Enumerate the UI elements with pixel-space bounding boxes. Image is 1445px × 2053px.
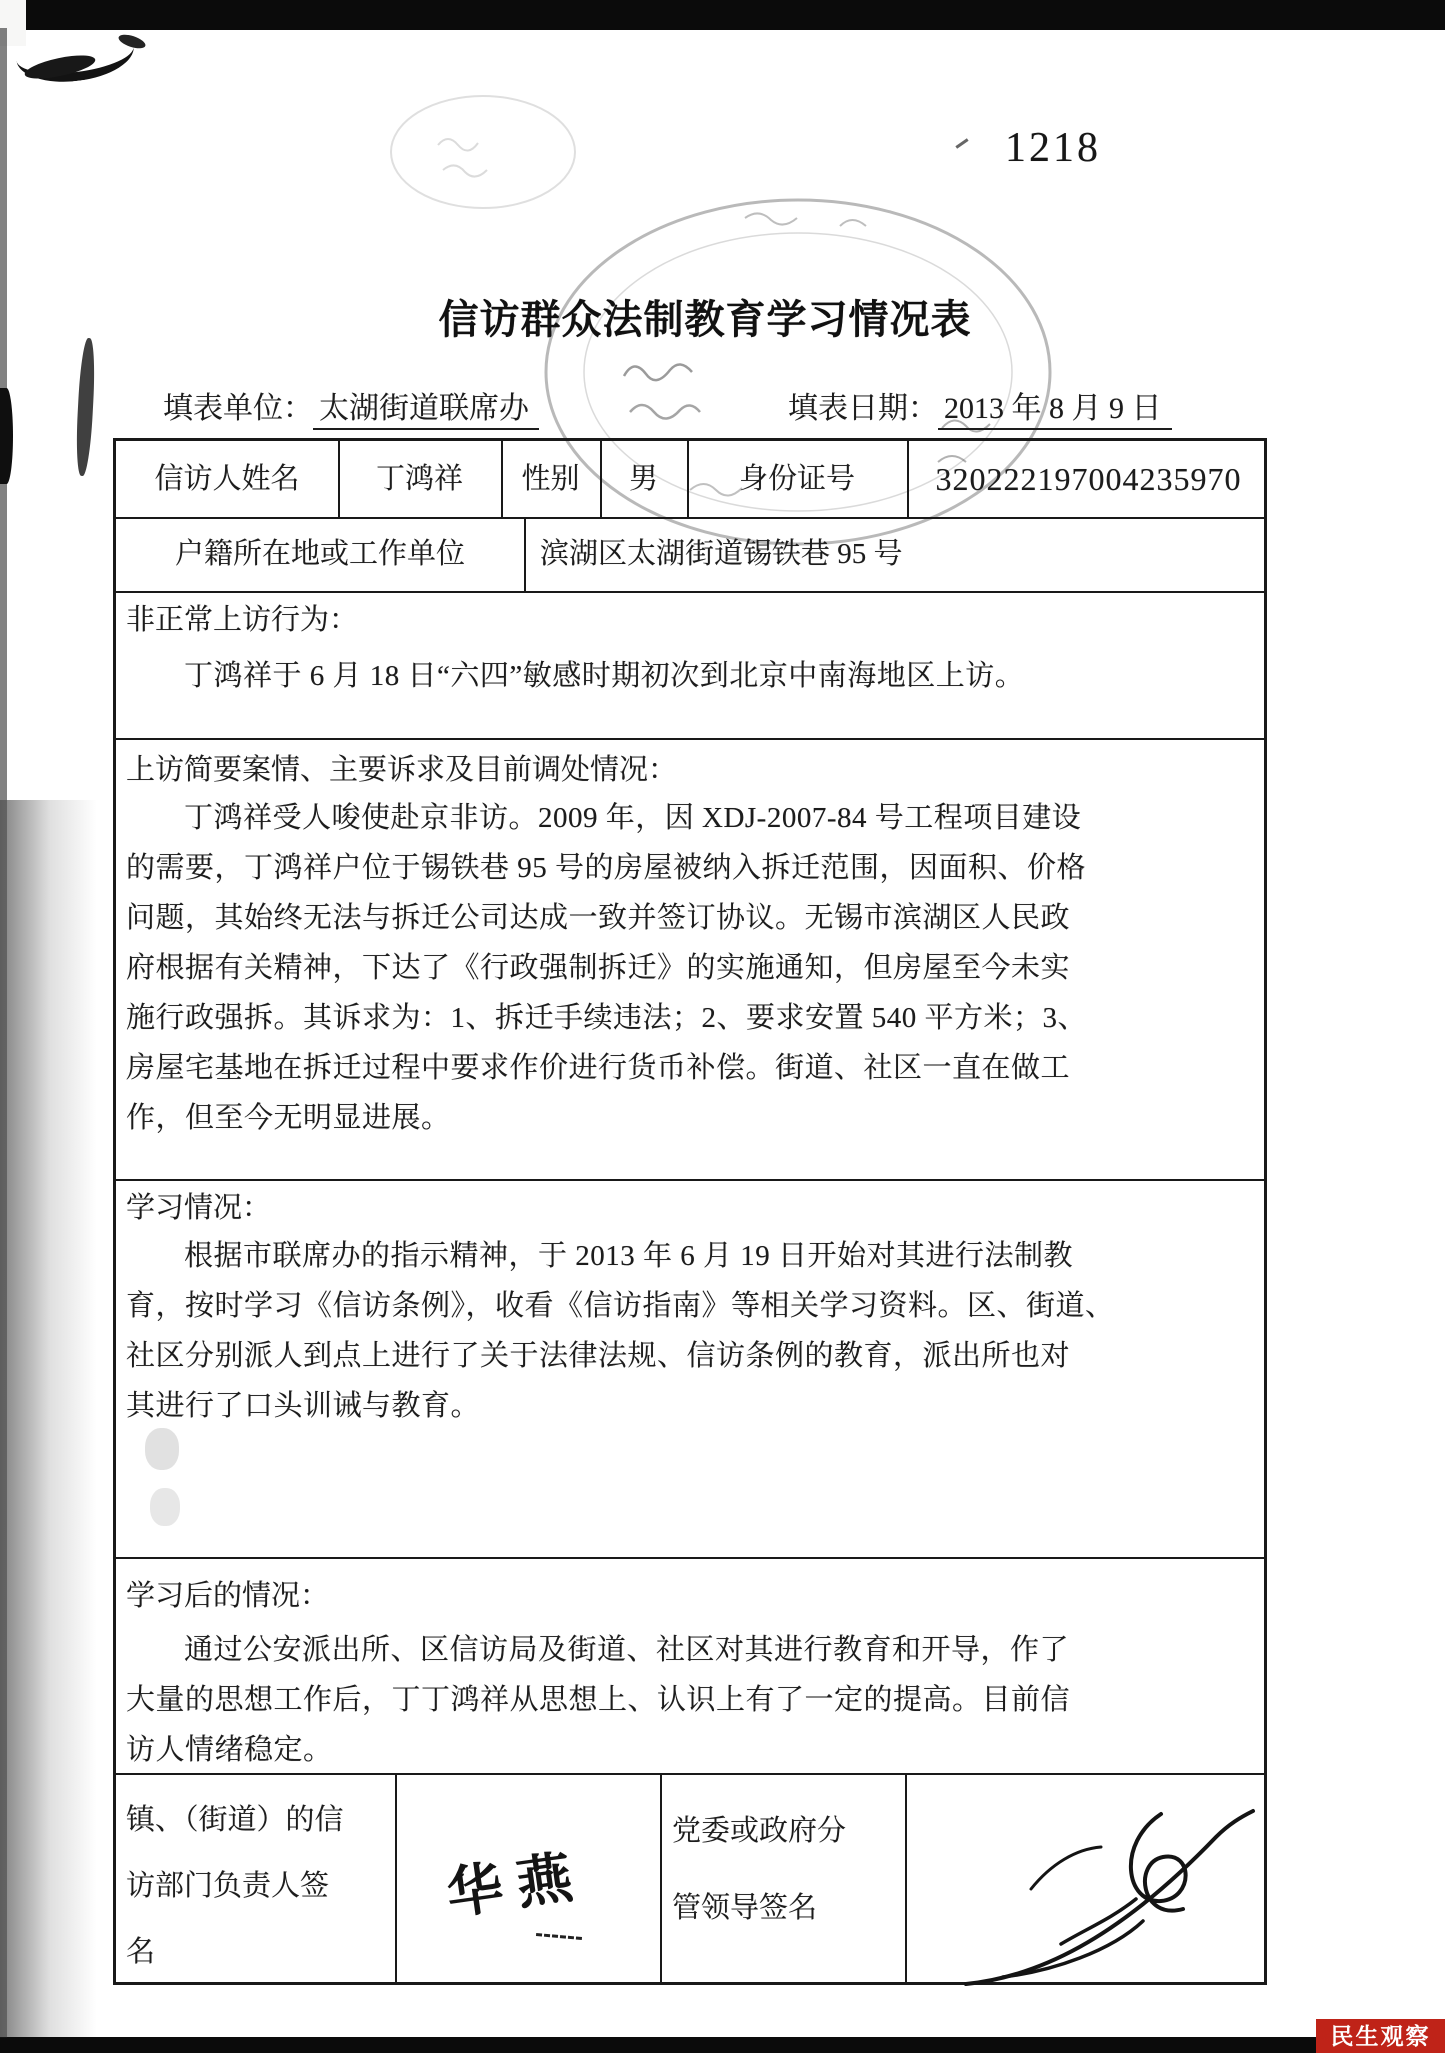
table-rule xyxy=(116,738,1264,740)
leader-signature-scribble xyxy=(911,1779,1271,2009)
gender-label: 性别 xyxy=(521,463,580,495)
table-rule xyxy=(905,1773,907,1985)
form-date-field xyxy=(788,383,1172,427)
table-rule xyxy=(660,1773,662,1985)
after-study-text xyxy=(126,1625,1264,1775)
case-line: 作，但至今无明显进展。 xyxy=(126,1102,451,1134)
form-unit-value: 太湖街道联席办 xyxy=(313,392,539,430)
case-summary-text xyxy=(126,793,1264,1143)
after-line: 通过公安派出所、区信访局及街道、社区对其进行教育和开导，作了 xyxy=(184,1634,1070,1666)
case-line: 问题，其始终无法与拆迁公司达成一致并签订协议。无锡市滨湖区人民政 xyxy=(126,902,1071,934)
petitioner-name-label: 信访人姓名 xyxy=(154,463,300,495)
label-line: 镇、（街道）的信 xyxy=(126,1804,344,1836)
residence-value: 滨湖区太湖街道锡铁巷 95 号 xyxy=(540,538,903,570)
study-line: 根据市联席办的指示精神，于 2013 年 6 月 19 日开始对其进行法制教 xyxy=(184,1240,1074,1272)
case-line: 房屋宅基地在拆迁过程中要求作价进行货币补偿。街道、社区一直在做工 xyxy=(126,1052,1071,1084)
study-status-header: 学习情况： xyxy=(126,1192,272,1224)
party-leader-sign-label xyxy=(672,1793,846,1947)
street-officer-sign-label xyxy=(126,1787,344,1985)
study-status-text xyxy=(126,1231,1264,1431)
form-table xyxy=(113,438,1267,1985)
scan-ink-blotch xyxy=(0,388,13,484)
study-line: 育，按时学习《信访条例》，收看《信访指南》等相关学习资料。区、街道、 xyxy=(126,1290,1115,1322)
form-date-label: 填表日期： xyxy=(788,392,938,425)
form-unit-label: 填表单位： xyxy=(163,392,313,425)
petitioner-name-value: 丁鸿祥 xyxy=(375,463,463,495)
residence-label: 户籍所在地或工作单位 xyxy=(174,538,465,570)
table-rule xyxy=(524,517,526,591)
label-line: 访部门负责人签 xyxy=(126,1870,330,1902)
ink-speck xyxy=(955,138,968,148)
red-watermark-badge: 民生观察 xyxy=(1316,2019,1445,2053)
page-number: 1218 xyxy=(1005,125,1101,171)
label-line: 名 xyxy=(126,1936,156,1968)
street-officer-signature: 华燕 xyxy=(443,1845,591,1927)
case-summary-header: 上访简要案情、主要诉求及目前调处情况： xyxy=(126,754,678,786)
label-line: 党委或政府分 xyxy=(672,1815,847,1847)
scan-ink-streak xyxy=(74,338,96,477)
table-rule xyxy=(395,1773,397,1985)
table-rule xyxy=(116,1179,1264,1181)
case-line: 丁鸿祥受人唆使赴京非访。2009 年，因 XDJ-2007-84 号工程项目建设 xyxy=(184,802,1082,834)
scan-black-bar-top xyxy=(0,0,1445,30)
gender-value: 男 xyxy=(628,463,658,495)
scan-spine-shadow xyxy=(0,800,118,2037)
form-title: 信访群众法制教育学习情况表 xyxy=(438,298,972,342)
case-line: 府根据有关精神，下达了《行政强制拆迁》的实施通知，但房屋至今未实 xyxy=(126,952,1071,984)
abnormal-behavior-header: 非正常上访行为： xyxy=(126,604,359,636)
table-rule xyxy=(116,591,1264,593)
study-line: 其进行了口头训诫与教育。 xyxy=(126,1390,481,1422)
after-study-header: 学习后的情况： xyxy=(126,1580,330,1612)
after-line: 访人情绪稳定。 xyxy=(126,1734,333,1766)
form-date-value: 2013 年 8 月 9 日 xyxy=(938,392,1172,430)
id-number-value: 320222197004235970 xyxy=(935,461,1242,497)
signature-underline-dashes xyxy=(536,1933,582,1940)
label-line: 管领导签名 xyxy=(672,1892,818,1924)
after-line: 大量的思想工作后，丁丁鸿祥从思想上、认识上有了一定的提高。目前信 xyxy=(126,1684,1071,1716)
abnormal-behavior-text: 丁鸿祥于 6 月 18 日“六四”敏感时期初次到北京中南海地区上访。 xyxy=(184,660,1025,692)
form-unit-field xyxy=(163,383,539,427)
case-line: 施行政强拆。其诉求为：1、拆迁手续违法；2、要求安置 540 平方米；3、 xyxy=(126,1002,1088,1034)
scan-black-bar-bottom xyxy=(0,2037,1445,2053)
id-number-label: 身份证号 xyxy=(738,463,855,495)
study-line: 社区分别派人到点上进行了关于法律法规、信访条例的教育，派出所也对 xyxy=(126,1340,1071,1372)
table-rule xyxy=(116,1557,1264,1559)
case-line: 的需要，丁鸿祥户位于锡铁巷 95 号的房屋被纳入拆迁范围，因面积、价格 xyxy=(126,852,1087,884)
